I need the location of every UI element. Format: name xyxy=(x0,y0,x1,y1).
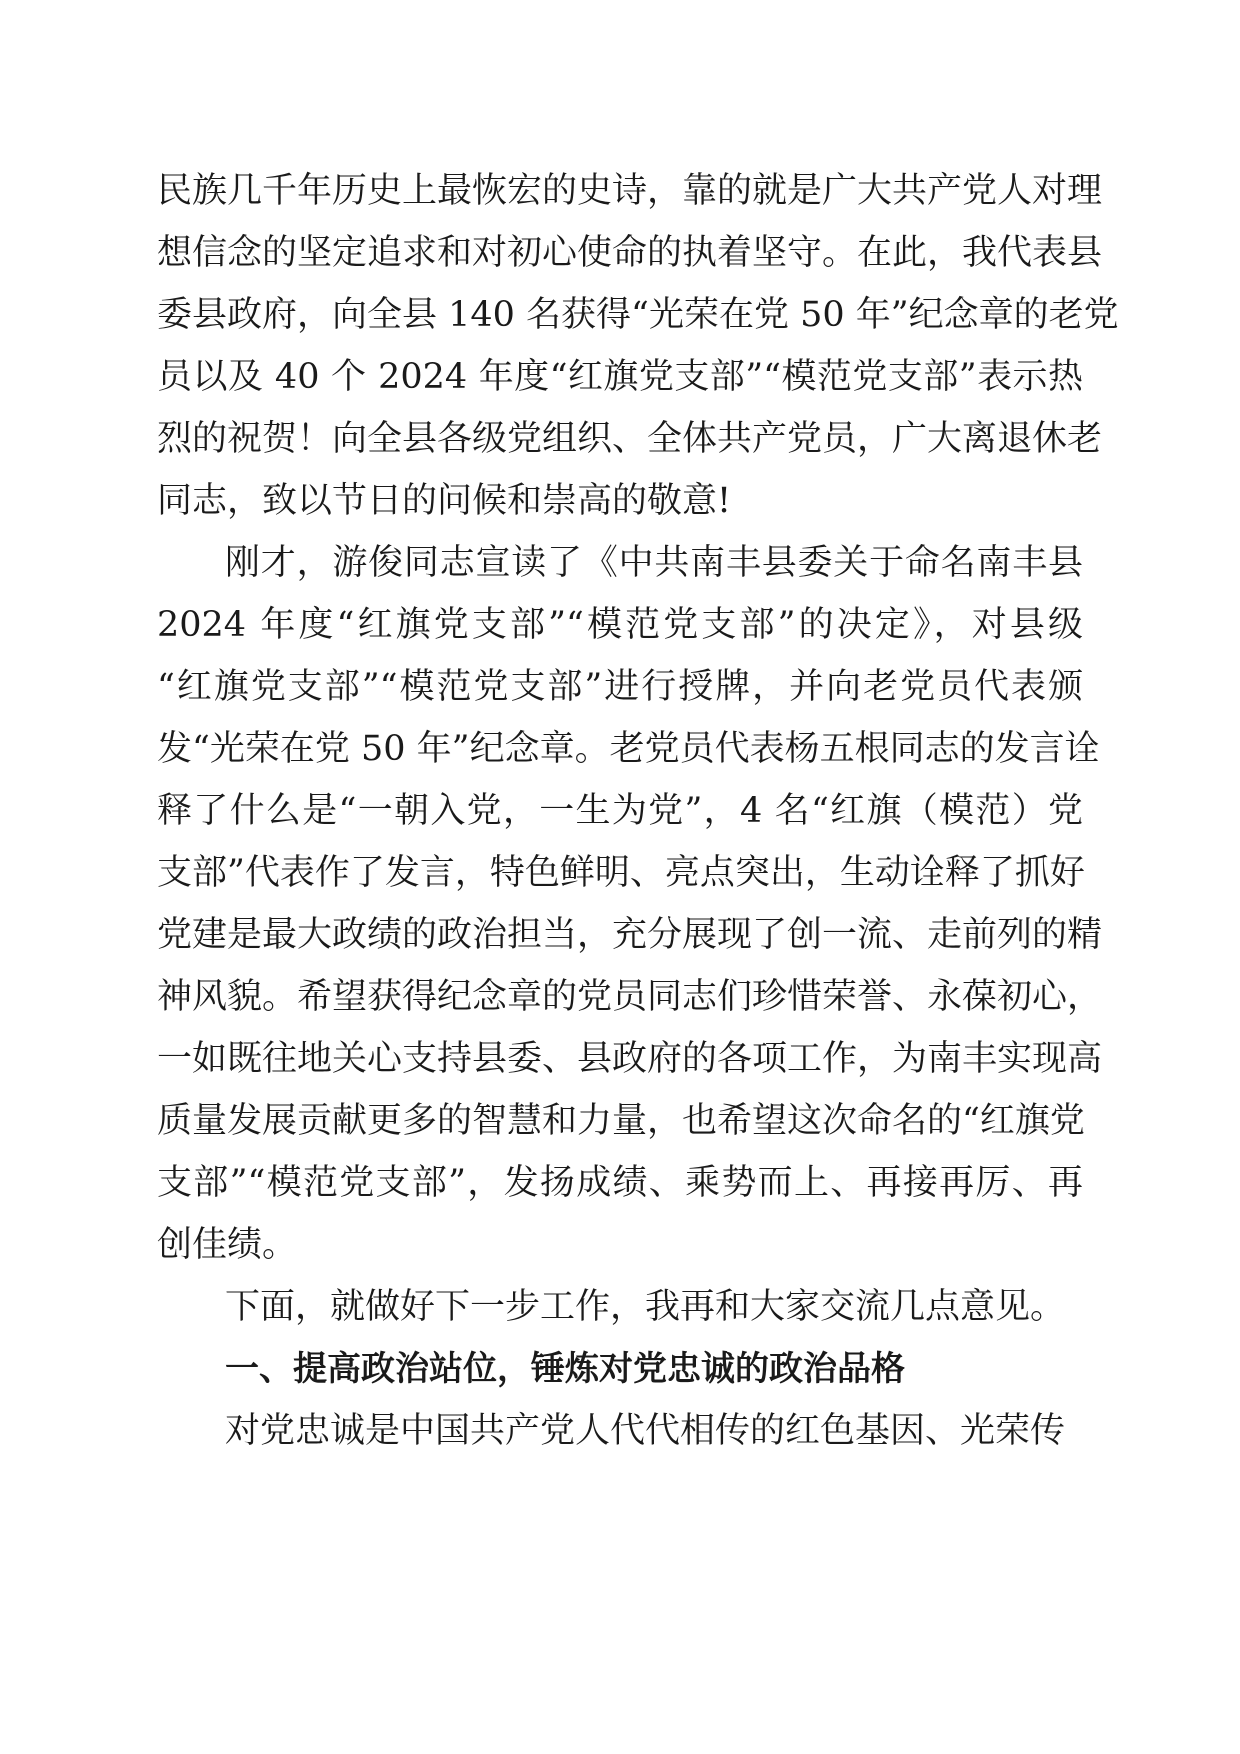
paragraph-line: 下面，就做好下一步工作，我再和大家交流几点意见。 xyxy=(225,1287,1066,1327)
paragraph-line: 委县政府，向全县 140 名获得“光荣在党 50 年”纪念章的老党 xyxy=(157,295,1119,335)
paragraph-line: 一如既往地关心支持县委、县政府的各项工作，为南丰实现高 xyxy=(157,1039,1103,1079)
paragraph-line: 同志，致以节日的问候和崇高的敬意! xyxy=(157,481,732,521)
section-heading: 一、提高政治站位，锤炼对党忠诚的政治品格 xyxy=(225,1349,905,1389)
paragraph-line: 创佳绩。 xyxy=(157,1225,298,1265)
paragraph-line: 支部”代表作了发言，特色鲜明、亮点突出，生动诠释了抓好 xyxy=(157,853,1085,893)
paragraph-line: 党建是最大政绩的政治担当，充分展现了创一流、走前列的精 xyxy=(157,915,1103,955)
paragraph-line: 刚才，游俊同志宣读了《中共南丰县委关于命名南丰县 xyxy=(225,543,1083,583)
paragraph-line: 想信念的坚定追求和对初心使命的执着坚守。在此，我代表县 xyxy=(157,233,1103,273)
paragraph-line: 烈的祝贺！向全县各级党组织、全体共产党员，广大离退休老 xyxy=(157,419,1103,459)
paragraph-line: 2024 年度“红旗党支部”“模范党支部”的决定》，对县级 xyxy=(157,605,1083,645)
paragraph-line: 神风貌。希望获得纪念章的党员同志们珍惜荣誉、永葆初心， xyxy=(157,977,1103,1017)
paragraph-line: 发“光荣在党 50 年”纪念章。老党员代表杨五根同志的发言诠 xyxy=(157,729,1100,769)
paragraph-line: 质量发展贡献更多的智慧和力量，也希望这次命名的“红旗党 xyxy=(157,1101,1085,1141)
paragraph-line: 释了什么是“一朝入党，一生为党”，4 名“红旗（模范）党 xyxy=(157,791,1083,831)
paragraph-line: 民族几千年历史上最恢宏的史诗，靠的就是广大共产党人对理 xyxy=(157,171,1103,211)
paragraph-line: 对党忠诚是中国共产党人代代相传的红色基因、光荣传 xyxy=(225,1411,1066,1451)
paragraph-line: 员以及 40 个 2024 年度“红旗党支部”“模范党支部”表示热 xyxy=(157,357,1083,397)
paragraph-line: “红旗党支部”“模范党支部”进行授牌，并向老党员代表颁 xyxy=(157,667,1083,707)
paragraph-line: 支部”“模范党支部”，发扬成绩、乘势而上、再接再厉、再 xyxy=(157,1163,1083,1203)
